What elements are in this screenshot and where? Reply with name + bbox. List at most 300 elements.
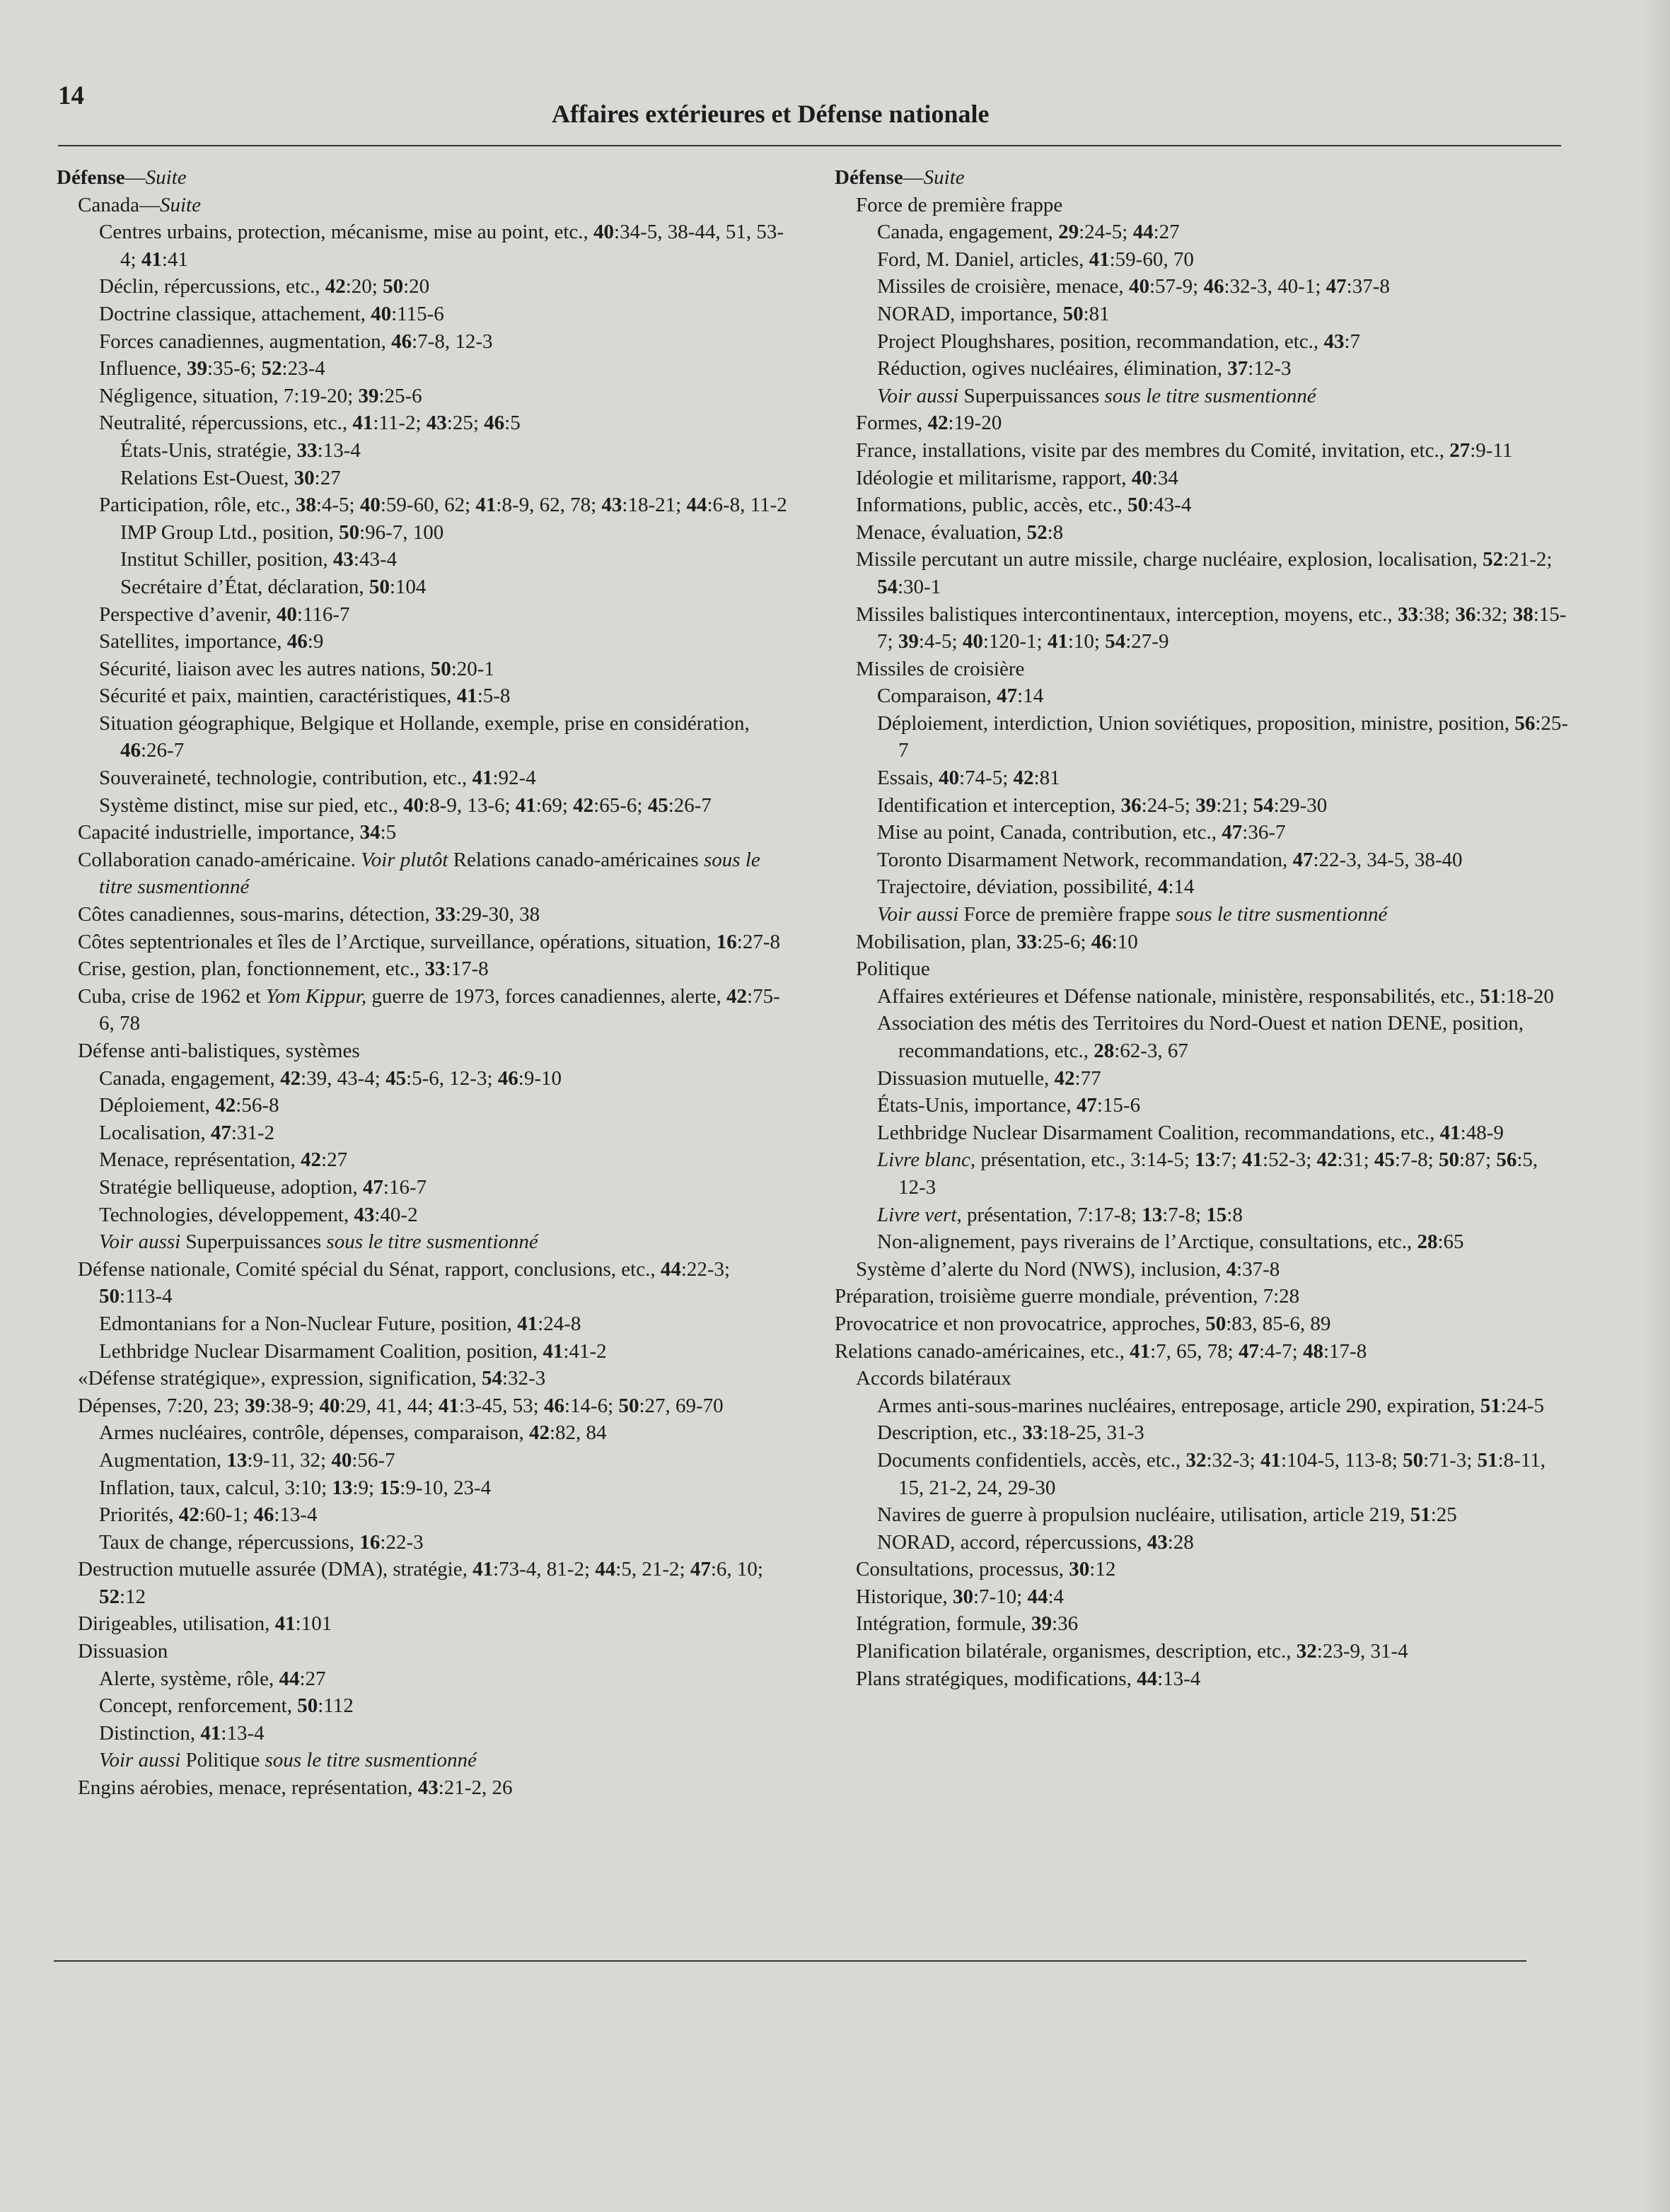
volume-number: 42 xyxy=(1316,1148,1338,1172)
volume-number: 41 xyxy=(1242,1148,1263,1172)
entry-text: Côtes canadiennes, sous-marins, détection, xyxy=(78,903,435,926)
entry-text: Project Ploughshares, position, recommandation, etc., xyxy=(877,330,1324,353)
entry-text: :24-5; xyxy=(1141,793,1196,817)
volume-number: 4 xyxy=(1226,1257,1237,1281)
entry-text: :26-7 xyxy=(668,793,712,817)
volume-number: 56 xyxy=(1514,711,1536,735)
entry-text: :6, 10; xyxy=(710,1558,763,1581)
entry-text: :19-20 xyxy=(948,412,1002,435)
entry-text: Doctrine classique, attachement, xyxy=(99,302,371,325)
index-entry xyxy=(57,519,792,547)
entry-text: :115-6 xyxy=(391,302,444,325)
entry-text: Participation, rôle, etc., xyxy=(99,494,296,517)
volume-number: 39 xyxy=(187,357,207,380)
entry-text: :10; xyxy=(1067,630,1106,653)
entry-text: Missiles de croisière, menace, xyxy=(877,275,1129,298)
index-entry xyxy=(57,601,792,629)
entry-text: Missile percutant un autre missile, charge nucléaire, explosion, localisation, xyxy=(856,548,1483,571)
entry-text: Défense anti-balistiques, systèmes xyxy=(78,1040,360,1062)
entry-text: :34-5, 38-44, 51, 53-4; xyxy=(120,221,784,271)
entry-text: Idéologie et militarisme, rapport, xyxy=(856,466,1132,489)
entry-text: :12 xyxy=(1089,1558,1116,1581)
entry-text: :43-4 xyxy=(1148,494,1192,517)
entry-text: :83, 85-6, 89 xyxy=(1226,1312,1331,1335)
entry-text: :21-2; xyxy=(1503,548,1553,571)
volume-number: 44 xyxy=(1132,221,1154,244)
volume-number: 33 xyxy=(296,438,318,462)
index-entry xyxy=(835,792,1570,820)
index-entry xyxy=(835,546,1570,600)
index-entry xyxy=(57,1228,792,1256)
volume-number: 48 xyxy=(1303,1339,1323,1363)
volume-number: 54 xyxy=(877,575,898,598)
entry-text: :10 xyxy=(1111,930,1138,953)
index-entry xyxy=(57,1692,792,1720)
entry-text: Description, etc., xyxy=(877,1421,1023,1445)
volume-number: 42 xyxy=(726,984,748,1008)
volume-number: 33 xyxy=(1022,1421,1043,1445)
entry-text: Négligence, situation, 7:19-20; xyxy=(99,384,359,407)
entry-text: :14 xyxy=(1017,685,1044,708)
index-entry xyxy=(57,273,792,301)
volume-number: 40 xyxy=(359,494,381,517)
entry-text: Satellites, importance, xyxy=(99,630,287,653)
entry-text: :27-8 xyxy=(736,930,780,953)
index-entry xyxy=(57,1119,792,1147)
volume-number: 37 xyxy=(1227,357,1248,380)
volume-number: 41 xyxy=(1439,1121,1461,1144)
entry-text: :35-6; xyxy=(207,357,262,380)
entry-text: :4-5; xyxy=(918,630,963,653)
entry-text: Augmentation, xyxy=(99,1448,227,1472)
volume-number: 42 xyxy=(1054,1066,1075,1090)
entry-text: présentation, 7:17-8; xyxy=(961,1203,1142,1226)
index-entry xyxy=(57,1065,792,1093)
index-entry xyxy=(57,846,792,901)
entry-text: Préparation, troisième guerre mondiale, prévention, 7:28 xyxy=(835,1285,1300,1308)
volume-number: 41 xyxy=(352,412,373,435)
entry-text: :25 xyxy=(1430,1503,1457,1527)
entry-text: :41 xyxy=(161,248,188,271)
entry-text: :15-7; xyxy=(877,603,1567,653)
entry-text: :31-2 xyxy=(231,1121,275,1144)
entry-text: Consultations, processus, xyxy=(856,1558,1069,1581)
volume-number: 44 xyxy=(279,1667,300,1690)
entry-text: Plans stratégiques, modifications, xyxy=(856,1667,1137,1690)
italic-text: sous le titre susmentionné xyxy=(1104,384,1316,407)
entry-text: Relations canado-américaines xyxy=(448,848,704,871)
entry-text: Système d’alerte du Nord (NWS), inclusion, xyxy=(856,1257,1227,1281)
entry-text: Cuba, crise de 1962 et xyxy=(78,984,266,1008)
entry-text: :104-5, 113-8; xyxy=(1280,1448,1403,1472)
index-entry xyxy=(835,1201,1570,1229)
entry-text: Situation géographique, Belgique et Hollande, exemple, prise en considération, xyxy=(99,711,750,735)
volume-number: 40 xyxy=(276,603,297,626)
index-entry xyxy=(835,929,1570,956)
entry-text: Sécurité, liaison avec les autres nations, xyxy=(99,657,431,680)
volume-number: 40 xyxy=(593,221,615,244)
volume-number: 41 xyxy=(1260,1448,1281,1472)
entry-text: :41-2 xyxy=(563,1339,607,1363)
italic-text: Suite xyxy=(145,166,187,189)
entry-text: :34 xyxy=(1152,466,1178,489)
entry-text: Défense nationale, Comité spécial du Sénat, rapport, conclusions, etc., xyxy=(78,1257,661,1281)
index-entry xyxy=(57,437,792,465)
entry-text: Système distinct, mise sur pied, etc., xyxy=(99,793,404,817)
italic-text: sous le titre susmentionné xyxy=(1176,903,1388,926)
index-entry xyxy=(835,383,1570,410)
entry-text: Trajectoire, déviation, possibilité, xyxy=(877,875,1158,899)
volume-number: 43 xyxy=(417,1776,439,1800)
volume-number: 42 xyxy=(215,1094,236,1117)
volume-number: 46 xyxy=(1203,275,1224,298)
italic-text: Livre blanc, xyxy=(877,1148,976,1172)
entry-text: :3-45, 53; xyxy=(458,1394,544,1417)
volume-number: 41 xyxy=(517,1312,538,1335)
volume-number: 41 xyxy=(472,1558,494,1581)
volume-number: 40 xyxy=(319,1394,340,1417)
index-entry xyxy=(835,219,1570,246)
volume-number: 39 xyxy=(1195,793,1217,817)
entry-text: Relations canado-américaines, etc., xyxy=(835,1339,1130,1363)
entry-text: États-Unis, importance, xyxy=(877,1094,1077,1117)
volume-number: 54 xyxy=(481,1367,502,1390)
volume-number: 50 xyxy=(618,1394,639,1417)
entry-text: Institut Schiller, position, xyxy=(120,548,333,571)
entry-text: :74-5; xyxy=(959,767,1014,790)
entry-text: :13-4 xyxy=(274,1503,318,1527)
volume-number: 52 xyxy=(1026,520,1048,544)
entry-text: :60-1; xyxy=(199,1503,254,1527)
volume-number: 40 xyxy=(371,302,392,325)
volume-number: 28 xyxy=(1094,1040,1115,1062)
volume-number: 43 xyxy=(1147,1530,1168,1554)
index-entry xyxy=(835,1119,1570,1147)
italic-text: Voir aussi xyxy=(877,384,959,407)
entry-text: :8-9, 62, 78; xyxy=(496,494,602,517)
volume-number: 50 xyxy=(383,275,404,298)
volume-number: 44 xyxy=(1137,1667,1158,1690)
volume-number: 41 xyxy=(543,1339,564,1363)
entry-text: :13-4 xyxy=(221,1721,265,1745)
entry-text: :27 xyxy=(314,466,341,489)
entry-text: Missiles balistiques intercontinentaux, interception, moyens, etc., xyxy=(856,603,1398,626)
volume-number: 32 xyxy=(1185,1448,1207,1472)
page-number: 14 xyxy=(58,81,84,110)
entry-text: présentation, etc., 3:14-5; xyxy=(975,1148,1195,1172)
index-entry xyxy=(57,955,792,983)
entry-text: :7-10; xyxy=(973,1585,1028,1608)
entry-text: :9; xyxy=(352,1476,380,1499)
entry-text: Force de première frappe xyxy=(856,193,1063,216)
index-entry xyxy=(835,656,1570,683)
index-entry xyxy=(835,1365,1570,1392)
entry-text: :28 xyxy=(1167,1530,1194,1554)
entry-text: :43-4 xyxy=(353,548,398,571)
index-entry xyxy=(835,955,1570,983)
index-entry xyxy=(835,192,1570,219)
entry-text: :18-21; xyxy=(622,494,687,517)
index-entry xyxy=(835,1065,1570,1093)
index-entry xyxy=(57,192,792,219)
volume-number: 34 xyxy=(359,821,381,844)
entry-text: :32; xyxy=(1475,603,1513,626)
volume-number: 47 xyxy=(1222,821,1243,844)
entry-text: :25-7 xyxy=(898,711,1569,762)
entry-text: :62-3, 67 xyxy=(1114,1040,1188,1062)
entry-text: :21; xyxy=(1216,793,1253,817)
index-entry xyxy=(835,1146,1570,1201)
volume-number: Défense xyxy=(835,166,903,189)
entry-text: :5, 12-3 xyxy=(898,1148,1538,1199)
entry-text: :9-11 xyxy=(1470,438,1513,462)
index-entry xyxy=(57,1310,792,1338)
entry-text: Forces canadiennes, augmentation, xyxy=(99,330,392,353)
volume-number: 41 xyxy=(456,685,477,708)
entry-text: Alerte, système, rôle, xyxy=(99,1667,279,1690)
entry-text: :8-9, 13-6; xyxy=(424,793,516,817)
entry-text: Dissuasion mutuelle, xyxy=(877,1066,1055,1090)
entry-text: Informations, public, accès, etc., xyxy=(856,494,1128,517)
entry-text: Sécurité et paix, maintien, caractéristiques, xyxy=(99,685,457,708)
entry-text: Relations Est-Ouest, xyxy=(120,466,294,489)
index-column-left xyxy=(57,164,792,1802)
index-entry xyxy=(57,1174,792,1201)
index-entry xyxy=(57,1720,792,1747)
entry-text: :96-7, 100 xyxy=(359,520,444,544)
volume-number: 33 xyxy=(424,957,446,981)
entry-text: :56-7 xyxy=(352,1448,395,1472)
volume-number: 42 xyxy=(1013,767,1034,790)
volume-number: 43 xyxy=(601,494,622,517)
entry-text: :31; xyxy=(1337,1148,1374,1172)
entry-text: Neutralité, répercussions, etc., xyxy=(99,412,353,435)
volume-number: 50 xyxy=(1403,1448,1424,1472)
entry-text: :48-9 xyxy=(1460,1121,1504,1144)
volume-number: 30 xyxy=(1069,1558,1090,1581)
footer-rule xyxy=(54,1960,1526,1962)
volume-number: 39 xyxy=(1031,1612,1053,1636)
entry-text: :101 xyxy=(295,1612,332,1636)
entry-text: :112 xyxy=(318,1694,354,1718)
entry-text: Perspective d’avenir, xyxy=(99,603,277,626)
entry-text: :20-1 xyxy=(451,657,494,680)
volume-number: 47 xyxy=(690,1558,711,1581)
volume-number: 30 xyxy=(952,1585,973,1608)
entry-text: :13-4 xyxy=(317,438,361,462)
entry-text: Influence, xyxy=(99,357,187,380)
entry-text: :75-6, 78 xyxy=(99,984,780,1035)
index-entry xyxy=(835,1256,1570,1283)
index-entry xyxy=(57,301,792,328)
entry-text: :5 xyxy=(380,821,397,844)
index-entry xyxy=(57,409,792,437)
page-edge-shadow xyxy=(1642,0,1670,2212)
entry-text: Distinction, xyxy=(99,1721,201,1745)
entry-text: :27 xyxy=(321,1148,348,1172)
volume-number: 4 xyxy=(1157,875,1169,899)
italic-text: sous le titre susmentionné xyxy=(326,1230,538,1254)
entry-text: :81 xyxy=(1083,302,1110,325)
entry-text: Menace, représentation, xyxy=(99,1148,301,1172)
entry-text: :52-3; xyxy=(1263,1148,1317,1172)
volume-number: 42 xyxy=(178,1503,199,1527)
entry-text: Planification bilatérale, organismes, description, etc., xyxy=(856,1640,1297,1663)
volume-number: 50 xyxy=(1205,1312,1227,1335)
index-entry xyxy=(835,601,1570,656)
volume-number: 27 xyxy=(1449,438,1471,462)
entry-text: :5, 21-2; xyxy=(615,1558,690,1581)
entry-text: IMP Group Ltd., position, xyxy=(120,520,340,544)
entry-text: :7-8; xyxy=(1394,1148,1439,1172)
volume-number: 52 xyxy=(1483,548,1504,571)
entry-text: Navires de guerre à propulsion nucléaire, utilisation, article 219, xyxy=(877,1503,1410,1527)
volume-number: 43 xyxy=(426,412,447,435)
volume-number: 42 xyxy=(280,1066,301,1090)
entry-text: Crise, gestion, plan, fonctionnement, etc., xyxy=(78,957,425,981)
index-entry xyxy=(835,437,1570,465)
entry-text: :104 xyxy=(389,575,427,598)
entry-text: Politique xyxy=(856,957,930,981)
index-entry xyxy=(57,1610,792,1638)
index-entry xyxy=(835,901,1570,929)
entry-text: Engins aérobies, menace, représentation, xyxy=(78,1776,418,1800)
entry-text: Ford, M. Daniel, articles, xyxy=(877,248,1089,271)
entry-text: Superpuissances xyxy=(180,1230,327,1254)
entry-text: :12-3 xyxy=(1248,357,1292,380)
entry-text: :4-5; xyxy=(315,494,360,517)
volume-number: 42 xyxy=(325,275,346,298)
italic-text: Yom Kippur, xyxy=(265,984,367,1008)
index-entry xyxy=(57,983,792,1037)
index-entry xyxy=(57,465,792,492)
italic-text: Suite xyxy=(923,166,965,189)
index-entry xyxy=(835,519,1570,547)
volume-number: 47 xyxy=(1326,275,1347,298)
index-entry xyxy=(835,491,1570,519)
volume-number: 50 xyxy=(297,1694,318,1718)
entry-text: Force de première frappe xyxy=(958,903,1176,926)
entry-text: :38; xyxy=(1417,603,1456,626)
entry-text: :7 xyxy=(1344,330,1360,353)
volume-number: 41 xyxy=(141,248,162,271)
index-entry xyxy=(835,819,1570,846)
index-entry xyxy=(57,1747,792,1774)
entry-text: NORAD, importance, xyxy=(877,302,1063,325)
volume-number: 46 xyxy=(120,739,141,762)
volume-number: 28 xyxy=(1417,1230,1438,1254)
volume-number: 44 xyxy=(686,494,707,517)
index-entry xyxy=(57,219,792,273)
entry-text: :16-7 xyxy=(383,1175,427,1199)
volume-number: 41 xyxy=(475,494,497,517)
volume-number: 46 xyxy=(484,412,505,435)
entry-text: :9 xyxy=(307,630,324,653)
entry-text: Localisation, xyxy=(99,1121,211,1144)
entry-text: :22-3; xyxy=(680,1257,731,1281)
volume-number: 42 xyxy=(301,1148,322,1172)
index-entry xyxy=(835,846,1570,874)
index-entry xyxy=(835,1419,1570,1447)
entry-text: Provocatrice et non provocatrice, approches, xyxy=(835,1312,1206,1335)
volume-number: 36 xyxy=(1120,793,1142,817)
entry-text: :40-2 xyxy=(374,1203,418,1226)
entry-text: Priorités, xyxy=(99,1503,179,1527)
index-entry xyxy=(57,355,792,383)
index-entry xyxy=(835,1556,1570,1583)
index-entry xyxy=(57,574,792,601)
entry-text: Superpuissances xyxy=(958,384,1105,407)
entry-text: :30-1 xyxy=(898,575,941,598)
entry-text: :7; xyxy=(1215,1148,1243,1172)
entry-text: Dissuasion xyxy=(78,1640,168,1663)
index-entry xyxy=(57,710,792,764)
volume-number: 46 xyxy=(253,1503,274,1527)
entry-text: :56-8 xyxy=(236,1094,279,1117)
entry-text: — xyxy=(903,166,924,189)
volume-number: 42 xyxy=(573,793,594,817)
entry-text: Lethbridge Nuclear Disarmament Coalition, position, xyxy=(99,1339,543,1363)
entry-text: :65-6; xyxy=(593,793,648,817)
index-entry xyxy=(835,273,1570,301)
entry-text: Dépenses, 7:20, 23; xyxy=(78,1394,245,1417)
entry-text: :5-6, 12-3; xyxy=(406,1066,498,1090)
entry-text: Canada, engagement, xyxy=(99,1066,281,1090)
entry-text: :36-7 xyxy=(1242,821,1286,844)
entry-text: Réduction, ogives nucléaires, élimination, xyxy=(877,357,1228,380)
entry-text: :21-2, 26 xyxy=(438,1776,513,1800)
index-entry xyxy=(57,792,792,820)
volume-number: 41 xyxy=(438,1394,459,1417)
entry-text: :120-1; xyxy=(982,630,1048,653)
index-entry xyxy=(57,1474,792,1502)
volume-number: 39 xyxy=(358,384,379,407)
entry-text: :71-3; xyxy=(1423,1448,1478,1472)
index-entry xyxy=(835,301,1570,328)
volume-number: 41 xyxy=(274,1612,296,1636)
entry-text: Historique, xyxy=(856,1585,953,1608)
entry-text: guerre de 1973, forces canadiennes, alerte, xyxy=(366,984,727,1008)
index-entry xyxy=(57,1419,792,1447)
entry-text: Concept, renforcement, xyxy=(99,1694,298,1718)
entry-text: :39, 43-4; xyxy=(301,1066,386,1090)
index-entry xyxy=(57,546,792,574)
entry-text: Intégration, formule, xyxy=(856,1612,1032,1636)
volume-number: 13 xyxy=(1195,1148,1216,1172)
entry-text: :32-3; xyxy=(1206,1448,1260,1472)
volume-number: 46 xyxy=(1091,930,1112,953)
index-entry xyxy=(835,1665,1570,1693)
italic-text: Voir aussi xyxy=(877,903,959,926)
index-entry xyxy=(57,383,792,410)
volume-number: 33 xyxy=(1016,930,1038,953)
entry-text: Comparaison, xyxy=(877,685,997,708)
entry-text: :20 xyxy=(403,275,430,298)
entry-text: :82, 84 xyxy=(549,1421,607,1445)
entry-text: NORAD, accord, répercussions, xyxy=(877,1530,1147,1554)
volume-number: 45 xyxy=(647,793,668,817)
entry-text: France, installations, visite par des membres du Comité, invitation, etc., xyxy=(856,438,1450,462)
entry-text: :17-8 xyxy=(1323,1339,1367,1363)
volume-number: 50 xyxy=(369,575,390,598)
volume-number: 43 xyxy=(332,548,354,571)
entry-text: Technologies, développement, xyxy=(99,1203,354,1226)
volume-number: 40 xyxy=(331,1448,352,1472)
index-entry xyxy=(835,409,1570,437)
entry-text: Missiles de croisière xyxy=(856,657,1025,680)
entry-text: :25-6; xyxy=(1037,930,1091,953)
entry-text: Secrétaire d’État, déclaration, xyxy=(120,575,369,598)
